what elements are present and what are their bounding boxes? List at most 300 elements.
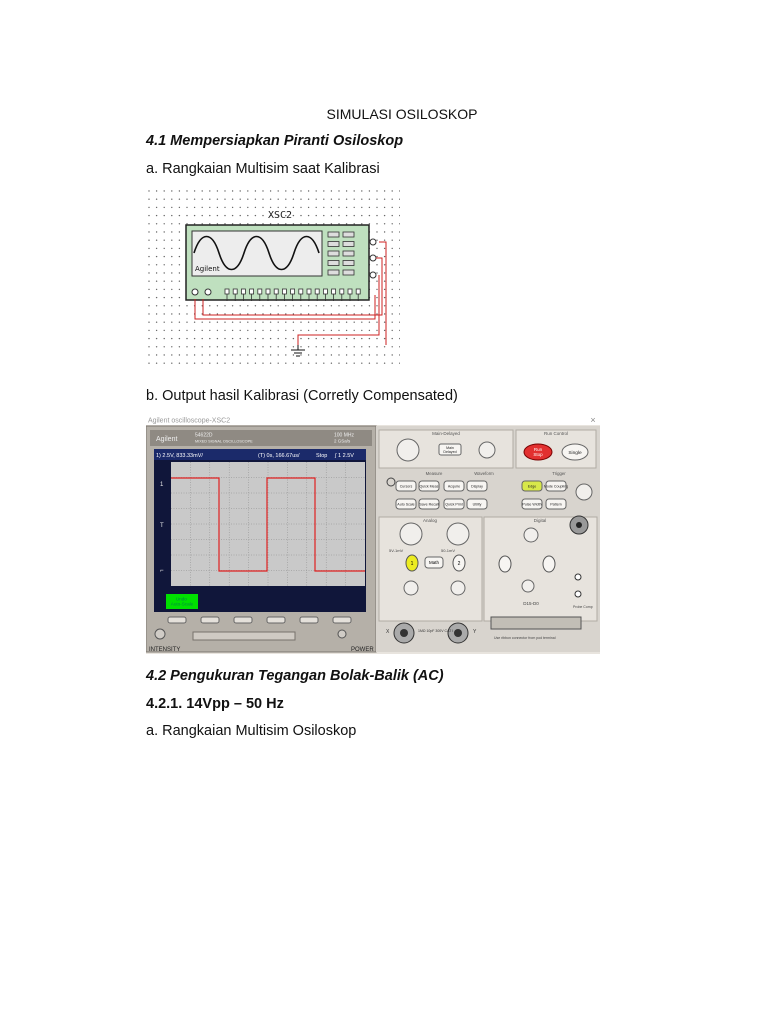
grid-dot — [202, 330, 203, 331]
grid-dot — [278, 363, 279, 364]
grid-dot — [171, 313, 172, 314]
grid-dot — [194, 215, 195, 216]
grid-dot — [217, 207, 218, 208]
softkey-button[interactable] — [267, 617, 285, 623]
grid-dot — [300, 199, 301, 200]
symbol-pin-round — [205, 289, 211, 295]
trigger-level-knob[interactable] — [576, 484, 592, 500]
grid-dot — [148, 248, 149, 249]
grid-dot — [217, 330, 218, 331]
grid-dot — [384, 190, 385, 191]
grid-dot — [179, 272, 180, 273]
grid-dot — [255, 305, 256, 306]
stop-label: Stop — [533, 452, 543, 457]
grid-dot — [270, 354, 271, 355]
grid-dot — [346, 199, 347, 200]
grid-dot — [376, 215, 377, 216]
grid-dot — [308, 363, 309, 364]
grid-dot — [171, 281, 172, 282]
grid-dot — [262, 330, 263, 331]
symbol-button — [328, 232, 339, 237]
grid-dot — [293, 322, 294, 323]
grid-dot — [186, 338, 187, 339]
grid-dot — [384, 207, 385, 208]
grid-dot — [278, 190, 279, 191]
grid-dot — [240, 190, 241, 191]
grid-dot — [369, 338, 370, 339]
grid-dot — [270, 363, 271, 364]
grid-dot — [148, 199, 149, 200]
grid-dot — [392, 363, 393, 364]
grid-dot — [376, 272, 377, 273]
grid-dot — [285, 305, 286, 306]
grid-dot — [300, 207, 301, 208]
floppy-drive[interactable] — [193, 632, 295, 640]
grid-dot — [224, 207, 225, 208]
close-icon[interactable]: × — [590, 415, 596, 425]
grid-dot — [346, 207, 347, 208]
grid-dot — [240, 322, 241, 323]
grid-dot — [224, 190, 225, 191]
grid-dot — [369, 305, 370, 306]
grid-dot — [270, 338, 271, 339]
grid-dot — [376, 354, 377, 355]
grid-dot — [171, 223, 172, 224]
ch1-position-knob[interactable] — [404, 581, 418, 595]
grid-dot — [346, 190, 347, 191]
grid-dot — [232, 207, 233, 208]
grid-dot — [148, 207, 149, 208]
grid-dot — [278, 330, 279, 331]
grid-dot — [232, 199, 233, 200]
grid-dot — [308, 354, 309, 355]
symbol-pin — [274, 289, 278, 294]
grid-dot — [278, 313, 279, 314]
grid-dot — [240, 305, 241, 306]
grid-dot — [232, 363, 233, 364]
grid-dot — [156, 313, 157, 314]
grid-dot — [308, 346, 309, 347]
grid-dot — [194, 338, 195, 339]
grid-dot — [202, 322, 203, 323]
grid-dot — [376, 207, 377, 208]
grid-dot — [392, 330, 393, 331]
grid-dot — [376, 248, 377, 249]
grid-dot — [384, 305, 385, 306]
grid-dot — [209, 363, 210, 364]
section-heading-4-2: 4.2 Pengukuran Tegangan Bolak-Balik (AC) — [146, 668, 444, 684]
grid-dot — [164, 248, 165, 249]
ground-terminal[interactable] — [575, 591, 581, 597]
grid-dot — [217, 363, 218, 364]
grid-dot — [376, 338, 377, 339]
grid-dot — [156, 199, 157, 200]
grid-dot — [399, 256, 400, 257]
grid-dot — [224, 363, 225, 364]
grid-dot — [209, 207, 210, 208]
grid-dot — [186, 207, 187, 208]
grid-dot — [346, 330, 347, 331]
ch2-volts-knob[interactable] — [447, 523, 469, 545]
grid-dot — [338, 363, 339, 364]
grid-dot — [232, 330, 233, 331]
grid-dot — [171, 322, 172, 323]
grid-dot — [209, 190, 210, 191]
grid-dot — [331, 305, 332, 306]
grid-dot — [278, 338, 279, 339]
grid-dot — [179, 322, 180, 323]
grid-dot — [338, 190, 339, 191]
oscilloscope-panel-figure — [146, 414, 600, 654]
grid-dot — [323, 363, 324, 364]
grid-dot — [232, 190, 233, 191]
symbol-pin — [225, 289, 229, 294]
grid-dot — [384, 264, 385, 265]
grid-dot — [194, 363, 195, 364]
symbol-pin — [315, 289, 319, 294]
grid-dot — [164, 207, 165, 208]
grid-dot — [148, 354, 149, 355]
grid-dot — [300, 313, 301, 314]
grid-dot — [384, 199, 385, 200]
grid-dot — [179, 264, 180, 265]
grid-dot — [156, 256, 157, 257]
grid-dot — [300, 190, 301, 191]
edge-button-label: Edge — [527, 484, 537, 489]
status-ch1: 1) 2.5V, 833.33mV/ — [156, 453, 203, 459]
grid-dot — [399, 363, 400, 364]
grid-dot — [323, 330, 324, 331]
ch2-label: 2 — [457, 561, 461, 567]
grid-dot — [392, 190, 393, 191]
grid-dot — [361, 338, 362, 339]
grid-dot — [316, 199, 317, 200]
grid-dot — [164, 330, 165, 331]
grid-dot — [186, 313, 187, 314]
grid-dot — [376, 190, 377, 191]
grid-dot — [316, 363, 317, 364]
grid-dot — [399, 190, 400, 191]
grid-dot — [285, 207, 286, 208]
grid-dot — [300, 354, 301, 355]
grid-dot — [384, 338, 385, 339]
grid-dot — [346, 354, 347, 355]
softkey-button[interactable] — [300, 617, 318, 623]
grid-dot — [331, 190, 332, 191]
ch1-label: 1 — [410, 561, 414, 567]
grid-dot — [171, 289, 172, 290]
grid-dot — [186, 330, 187, 331]
grid-dot — [392, 297, 393, 298]
grid-dot — [224, 346, 225, 347]
grid-dot — [217, 305, 218, 306]
grid-dot — [148, 215, 149, 216]
grid-dot — [399, 313, 400, 314]
grid-dot — [148, 313, 149, 314]
grid-dot — [354, 363, 355, 364]
grid-dot — [262, 305, 263, 306]
grid-dot — [179, 248, 180, 249]
softkey-line2: Auto-Scale — [170, 601, 194, 607]
grid-dot — [179, 199, 180, 200]
grid-dot — [247, 354, 248, 355]
grid-dot — [376, 223, 377, 224]
grid-dot — [179, 313, 180, 314]
grid-dot — [361, 305, 362, 306]
grid-dot — [369, 346, 370, 347]
grid-dot — [186, 305, 187, 306]
grid-dot — [224, 305, 225, 306]
grid-dot — [285, 346, 286, 347]
grid-dot — [164, 354, 165, 355]
symbol-pin — [233, 289, 237, 294]
grid-dot — [171, 346, 172, 347]
grid-dot — [202, 346, 203, 347]
grid-dot — [148, 190, 149, 191]
grid-dot — [240, 330, 241, 331]
grid-dot — [194, 207, 195, 208]
timebase-knob[interactable] — [397, 439, 419, 461]
grid-dot — [148, 338, 149, 339]
symbol-button — [343, 242, 354, 247]
grid-dot — [262, 190, 263, 191]
softkey-button[interactable] — [234, 617, 252, 623]
grid-dot — [156, 346, 157, 347]
grid-dot — [255, 338, 256, 339]
grid-dot — [224, 322, 225, 323]
grid-dot — [262, 354, 263, 355]
digital-position-knob[interactable] — [522, 580, 534, 592]
power-button[interactable] — [338, 630, 346, 638]
grid-dot — [376, 264, 377, 265]
grid-dot — [179, 231, 180, 232]
quick-meas-button-label: Quick Meas — [419, 484, 439, 489]
intensity-knob[interactable] — [155, 629, 165, 639]
grid-dot — [392, 322, 393, 323]
grid-dot — [224, 330, 225, 331]
subsection-heading-4-2-1: 4.2.1. 14Vpp – 50 Hz — [146, 696, 284, 712]
grid-dot — [164, 272, 165, 273]
grid-dot — [338, 346, 339, 347]
grid-dot — [262, 199, 263, 200]
grid-dot — [262, 363, 263, 364]
grid-dot — [156, 354, 157, 355]
grid-dot — [346, 363, 347, 364]
grid-dot — [361, 346, 362, 347]
grid-dot — [384, 330, 385, 331]
grid-dot — [392, 338, 393, 339]
grid-dot — [331, 354, 332, 355]
grid-dot — [361, 322, 362, 323]
window-title: Agilent oscilloscope-XSC2 — [148, 417, 231, 425]
status-trigger: ∫ 1 2.5V — [335, 453, 354, 459]
grid-dot — [376, 346, 377, 347]
grid-dot — [156, 305, 157, 306]
grid-dot — [171, 264, 172, 265]
d15-d8-button[interactable] — [499, 556, 511, 572]
grid-dot — [179, 190, 180, 191]
grid-dot — [171, 338, 172, 339]
grid-dot — [156, 190, 157, 191]
grid-dot — [240, 313, 241, 314]
grid-dot — [148, 256, 149, 257]
model-number: 54622D — [195, 432, 213, 439]
grid-dot — [384, 248, 385, 249]
grid-dot — [156, 240, 157, 241]
grid-dot — [293, 363, 294, 364]
grid-dot — [164, 223, 165, 224]
grid-dot — [209, 322, 210, 323]
grid-dot — [217, 338, 218, 339]
grid-dot — [338, 338, 339, 339]
grid-dot — [240, 354, 241, 355]
grid-dot — [293, 215, 294, 216]
utility-button-label: Utility — [472, 502, 482, 507]
grid-dot — [392, 256, 393, 257]
grid-dot — [300, 330, 301, 331]
grid-dot — [331, 346, 332, 347]
grid-dot — [171, 207, 172, 208]
multisim-circuit-figure — [146, 187, 400, 369]
digital-select-knob[interactable] — [524, 528, 538, 542]
probe-comp-terminal[interactable] — [575, 574, 581, 580]
grid-dot — [316, 346, 317, 347]
grid-dot — [331, 207, 332, 208]
symbol-pin — [299, 289, 303, 294]
grid-dot — [179, 330, 180, 331]
grid-dot — [247, 338, 248, 339]
grid-dot — [171, 305, 172, 306]
horizontal-position-knob[interactable] — [479, 442, 495, 458]
grid-dot — [179, 289, 180, 290]
grid-dot — [392, 289, 393, 290]
ch2-position-knob[interactable] — [451, 581, 465, 595]
grid-dot — [194, 354, 195, 355]
grid-dot — [164, 256, 165, 257]
grid-dot — [392, 231, 393, 232]
grid-dot — [171, 215, 172, 216]
grid-dot — [392, 272, 393, 273]
grid-dot — [346, 313, 347, 314]
grid-dot — [331, 363, 332, 364]
grid-dot — [376, 289, 377, 290]
grid-dot — [354, 330, 355, 331]
grid-dot — [316, 338, 317, 339]
grid-dot — [392, 264, 393, 265]
grid-dot — [202, 363, 203, 364]
grid-dot — [148, 305, 149, 306]
grid-dot — [316, 313, 317, 314]
grid-dot — [338, 330, 339, 331]
ch1-volts-knob[interactable] — [400, 523, 422, 545]
grid-dot — [194, 330, 195, 331]
grid-dot — [148, 231, 149, 232]
grid-dot — [171, 231, 172, 232]
grid-dot — [369, 354, 370, 355]
grid-dot — [354, 346, 355, 347]
grid-dot — [361, 354, 362, 355]
grid-dot — [164, 346, 165, 347]
grid-dot — [179, 297, 180, 298]
grid-dot — [270, 313, 271, 314]
grid-dot — [308, 338, 309, 339]
grid-dot — [262, 207, 263, 208]
grid-dot — [179, 354, 180, 355]
grid-dot — [399, 215, 400, 216]
grid-dot — [384, 313, 385, 314]
grid-dot — [392, 281, 393, 282]
grid-dot — [376, 313, 377, 314]
d7-d0-button[interactable] — [543, 556, 555, 572]
symbol-pin — [282, 289, 286, 294]
grid-dot — [247, 346, 248, 347]
y-input-label: Y — [473, 629, 477, 635]
grid-dot — [338, 305, 339, 306]
grid-dot — [270, 322, 271, 323]
grid-dot — [255, 190, 256, 191]
grid-dot — [224, 313, 225, 314]
grid-dot — [399, 231, 400, 232]
grid-dot — [354, 305, 355, 306]
grid-dot — [164, 281, 165, 282]
symbol-pin — [356, 289, 360, 294]
softkey-button[interactable] — [333, 617, 351, 623]
grid-dot — [156, 264, 157, 265]
grid-dot — [293, 354, 294, 355]
softkey-button[interactable] — [201, 617, 219, 623]
grid-dot — [346, 215, 347, 216]
grid-dot — [164, 363, 165, 364]
softkey-button[interactable] — [168, 617, 186, 623]
horizontal-group-label: Main-Delayed — [432, 431, 460, 436]
grid-dot — [285, 313, 286, 314]
symbol-pin — [307, 289, 311, 294]
grid-dot — [240, 199, 241, 200]
grid-dot — [179, 363, 180, 364]
grid-dot — [399, 272, 400, 273]
trigger-marker: T — [160, 523, 164, 529]
channel-marker: 1 — [160, 482, 164, 488]
grid-dot — [369, 199, 370, 200]
symbol-pin — [348, 289, 352, 294]
grid-dot — [232, 305, 233, 306]
grid-dot — [399, 223, 400, 224]
grid-dot — [232, 354, 233, 355]
grid-dot — [392, 199, 393, 200]
grid-dot — [293, 330, 294, 331]
grid-dot — [179, 338, 180, 339]
grid-dot — [308, 322, 309, 323]
symbol-pin — [340, 289, 344, 294]
grid-dot — [399, 207, 400, 208]
main-delayed-word1: Main — [446, 446, 454, 450]
grid-dot — [392, 240, 393, 241]
grid-dot — [300, 305, 301, 306]
digital-pod-connector[interactable] — [491, 617, 581, 629]
grid-dot — [392, 354, 393, 355]
grid-dot — [270, 207, 271, 208]
grid-dot — [323, 199, 324, 200]
bandwidth: 100 MHz — [334, 432, 355, 439]
grid-dot — [308, 313, 309, 314]
grid-dot — [278, 207, 279, 208]
grid-dot — [346, 338, 347, 339]
grid-dot — [186, 354, 187, 355]
grid-dot — [285, 199, 286, 200]
grid-dot — [164, 305, 165, 306]
grid-dot — [164, 297, 165, 298]
grid-dot — [316, 215, 317, 216]
